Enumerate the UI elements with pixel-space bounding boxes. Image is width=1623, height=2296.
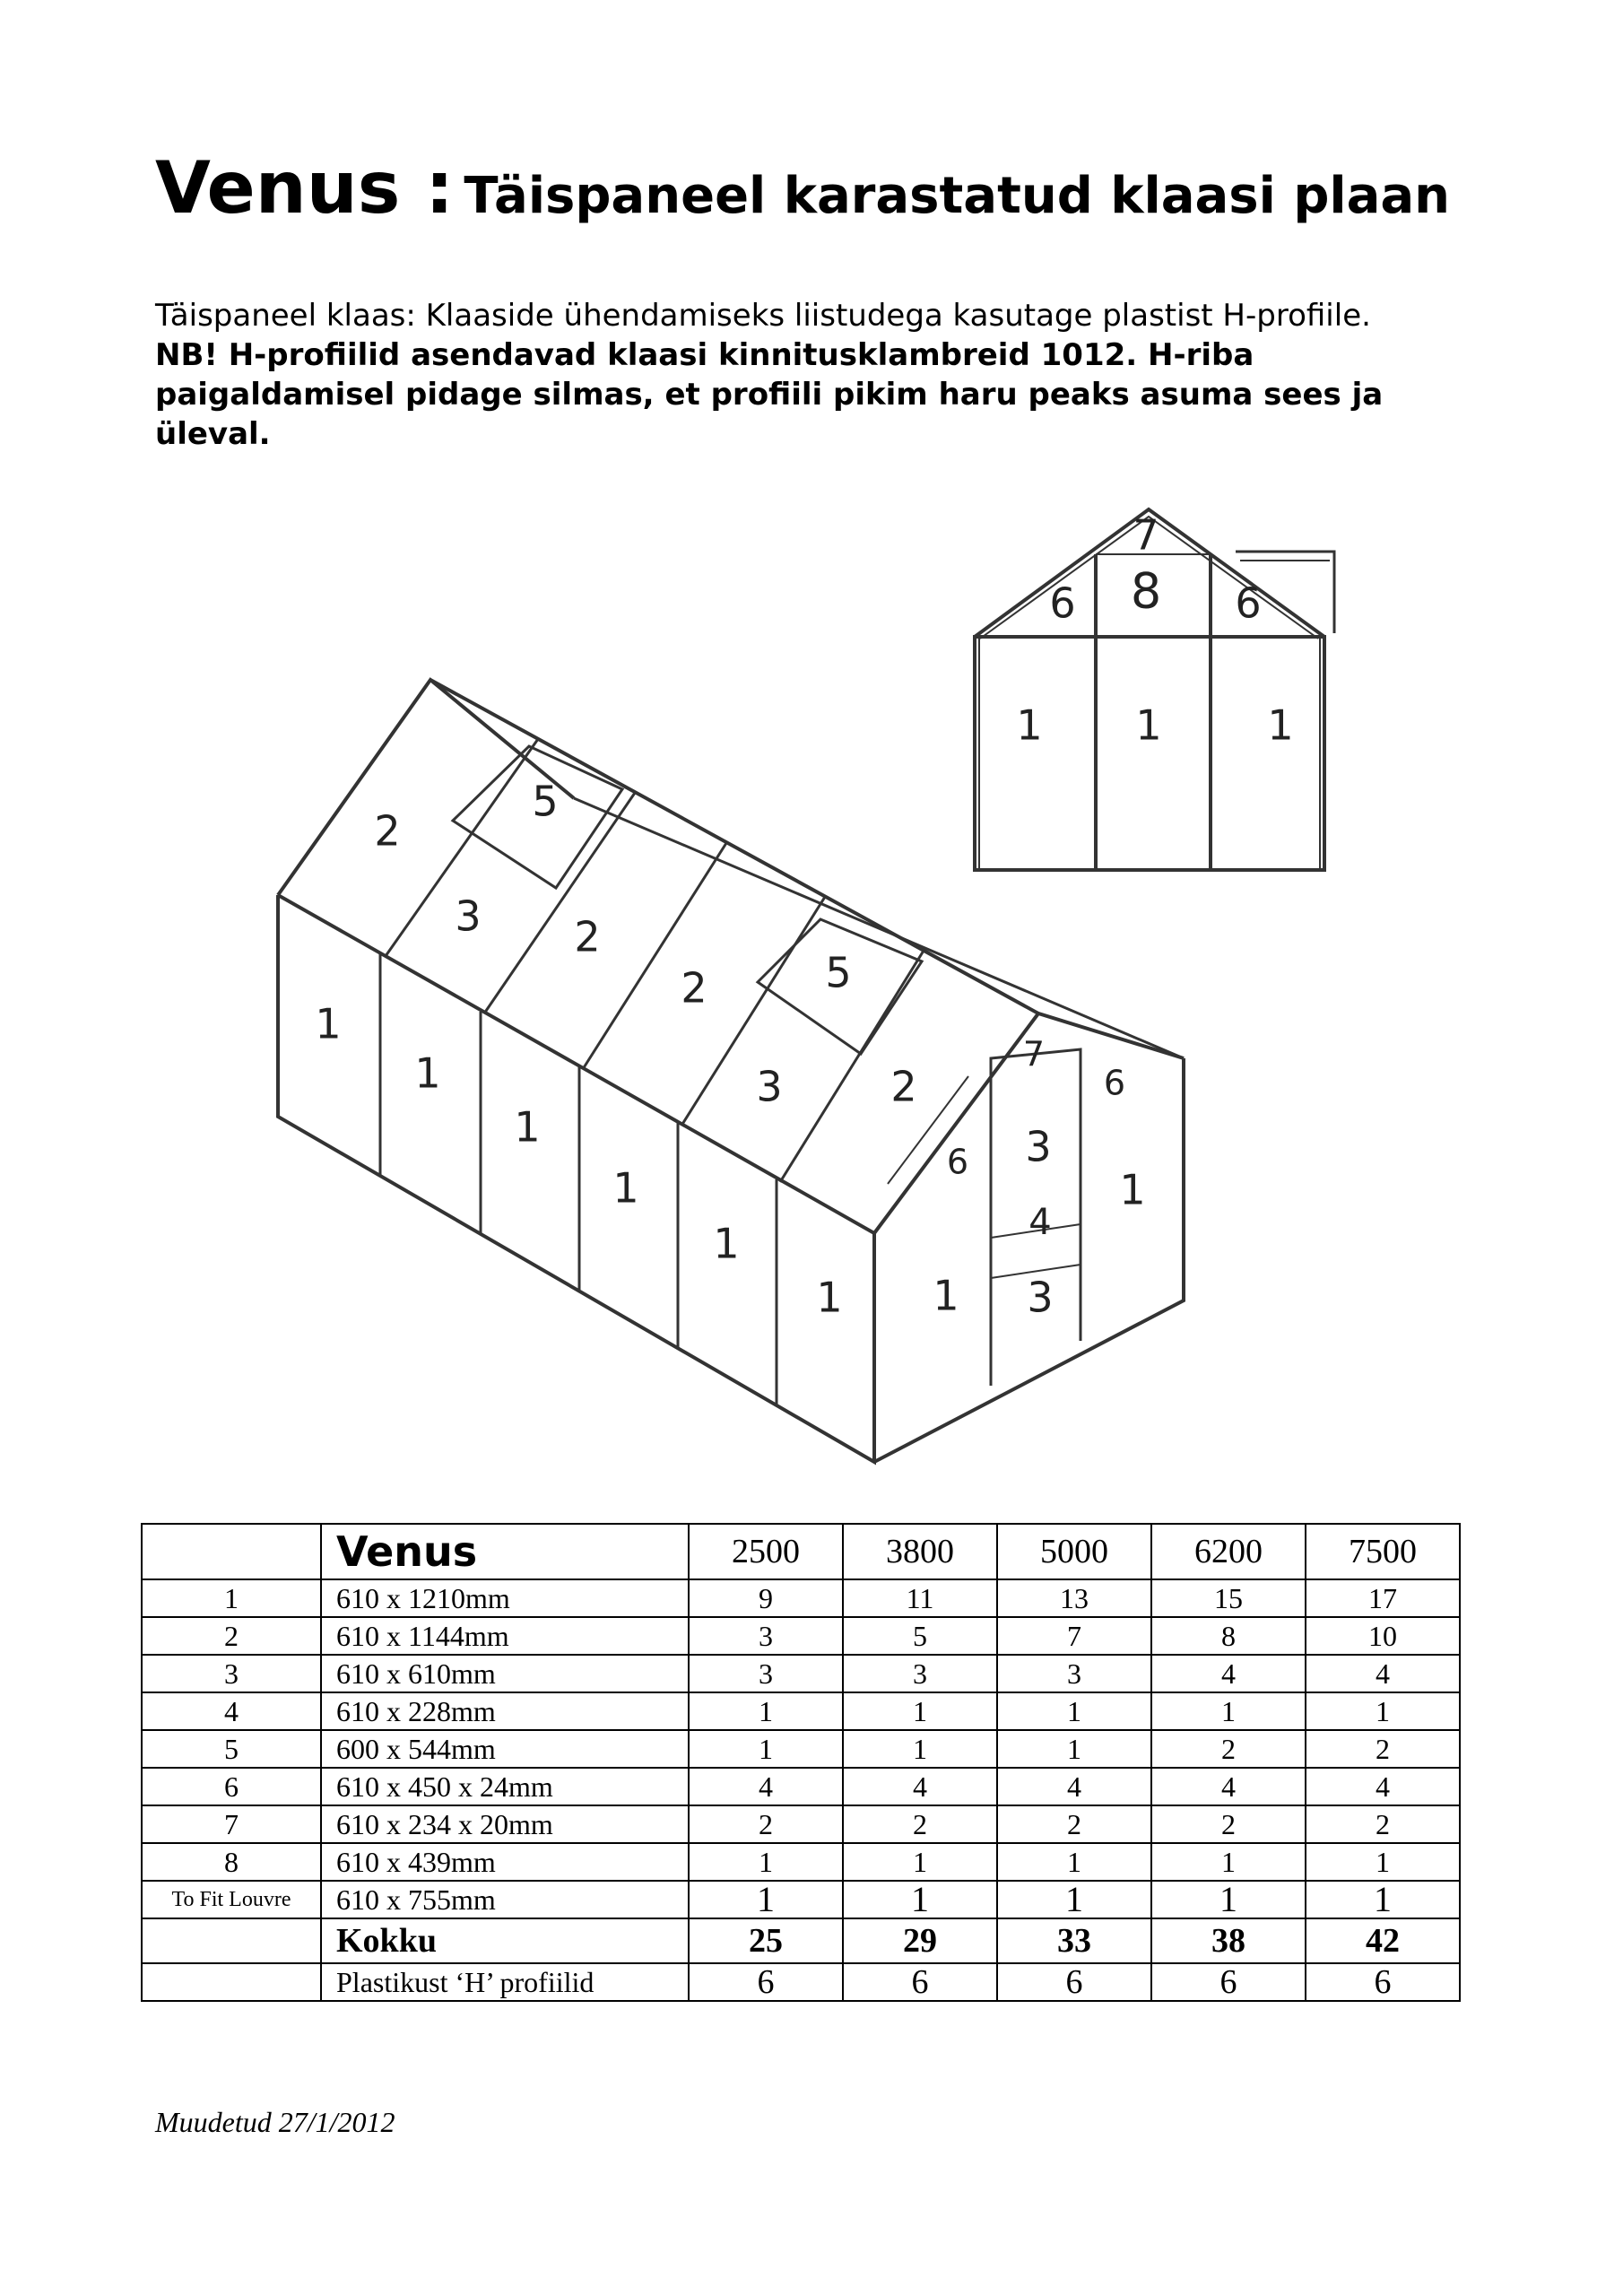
table-row	[142, 1655, 1460, 1692]
iso-label: 4	[1028, 1202, 1052, 1243]
row-count: 2	[689, 1805, 843, 1843]
table-row	[142, 1579, 1460, 1617]
total-key-cell	[142, 1918, 321, 1963]
row-count: 1	[689, 1730, 843, 1768]
front-label: 6	[1049, 578, 1076, 628]
row-key: 4	[142, 1692, 321, 1730]
iso-label: 3	[756, 1062, 783, 1111]
row-count: 4	[689, 1768, 843, 1805]
row-count: 4	[1306, 1655, 1460, 1692]
model-header: 2500	[689, 1524, 843, 1579]
row-count: 4	[997, 1768, 1151, 1805]
iso-label: 1	[514, 1102, 541, 1152]
h-profile-row	[142, 1963, 1460, 2001]
total-count: 25	[689, 1918, 843, 1963]
row-key: 8	[142, 1843, 321, 1881]
row-count: 3	[689, 1655, 843, 1692]
row-count: 1	[997, 1881, 1151, 1918]
table-header-row	[142, 1524, 1460, 1579]
row-key: 1	[142, 1579, 321, 1617]
iso-label: 3	[455, 891, 482, 941]
front-label: 1	[1135, 700, 1162, 750]
row-count: 5	[843, 1617, 997, 1655]
h-profile-count: 6	[997, 1963, 1151, 2001]
row-size: 610 x 755mm	[321, 1881, 689, 1918]
model-header: 7500	[1306, 1524, 1460, 1579]
total-count: 33	[997, 1918, 1151, 1963]
row-count: 2	[1151, 1730, 1306, 1768]
row-count: 1	[843, 1843, 997, 1881]
row-count: 1	[1306, 1881, 1460, 1918]
intro-line: Täispaneel klaas: Klaaside ühendamiseks liistudega kasutage plastist H-profiile.	[155, 298, 1371, 334]
table-brand: Venus	[321, 1524, 689, 1579]
total-count: 29	[843, 1918, 997, 1963]
h-profile-count: 6	[689, 1963, 843, 2001]
iso-label: 2	[574, 912, 601, 961]
model-header: 5000	[997, 1524, 1151, 1579]
row-count: 1	[843, 1730, 997, 1768]
iso-label: 1	[816, 1273, 843, 1322]
h-profile-key-cell	[142, 1963, 321, 2001]
total-count: 42	[1306, 1918, 1460, 1963]
title-main: Venus :	[155, 146, 455, 230]
row-count: 2	[997, 1805, 1151, 1843]
table-row	[142, 1692, 1460, 1730]
row-count: 1	[997, 1843, 1151, 1881]
iso-label: 6	[946, 1142, 969, 1182]
row-size: 610 x 439mm	[321, 1843, 689, 1881]
row-size: 610 x 234 x 20mm	[321, 1805, 689, 1843]
row-key: 5	[142, 1730, 321, 1768]
h-profile-count: 6	[843, 1963, 997, 2001]
iso-label: 1	[315, 999, 342, 1048]
row-count: 4	[1151, 1655, 1306, 1692]
row-key: 6	[142, 1768, 321, 1805]
h-profile-count: 6	[1306, 1963, 1460, 2001]
row-key: 2	[142, 1617, 321, 1655]
row-count: 8	[1151, 1617, 1306, 1655]
row-size: 610 x 228mm	[321, 1692, 689, 1730]
row-count: 1	[997, 1692, 1151, 1730]
total-count: 38	[1151, 1918, 1306, 1963]
row-count: 13	[997, 1579, 1151, 1617]
row-count: 15	[1151, 1579, 1306, 1617]
row-count: 1	[1306, 1692, 1460, 1730]
row-count: 7	[997, 1617, 1151, 1655]
table-row	[142, 1881, 1460, 1918]
row-count: 1	[1151, 1692, 1306, 1730]
row-key: 3	[142, 1655, 321, 1692]
iso-label: 2	[374, 806, 401, 856]
row-count: 1	[689, 1881, 843, 1918]
model-header: 6200	[1151, 1524, 1306, 1579]
row-count: 17	[1306, 1579, 1460, 1617]
front-label: 6	[1235, 578, 1262, 628]
iso-label: 5	[532, 777, 559, 826]
iso-label: 1	[933, 1271, 959, 1320]
iso-label: 3	[1027, 1273, 1054, 1322]
row-count: 3	[843, 1655, 997, 1692]
table-row	[142, 1805, 1460, 1843]
iso-label: 5	[825, 948, 852, 997]
iso-label: 2	[681, 963, 707, 1013]
row-size: 610 x 1210mm	[321, 1579, 689, 1617]
row-size: 610 x 1144mm	[321, 1617, 689, 1655]
h-profile-count: 6	[1151, 1963, 1306, 2001]
row-count: 9	[689, 1579, 843, 1617]
iso-label: 6	[1103, 1063, 1126, 1103]
front-label: 7	[1133, 510, 1159, 560]
row-count: 2	[843, 1805, 997, 1843]
row-count: 1	[1151, 1843, 1306, 1881]
iso-label: 1	[1119, 1165, 1146, 1214]
row-count: 1	[689, 1843, 843, 1881]
iso-label: 2	[890, 1062, 917, 1111]
row-key: 7	[142, 1805, 321, 1843]
table-row	[142, 1768, 1460, 1805]
row-count: 2	[1306, 1730, 1460, 1768]
row-count: 1	[997, 1730, 1151, 1768]
row-count: 2	[1306, 1805, 1460, 1843]
row-count: 3	[689, 1617, 843, 1655]
row-count: 4	[1151, 1768, 1306, 1805]
row-key: To Fit Louvre	[142, 1881, 321, 1918]
glass-plan-table	[141, 1523, 1461, 2002]
row-count: 1	[1306, 1843, 1460, 1881]
row-count: 4	[843, 1768, 997, 1805]
iso-label: 1	[713, 1219, 740, 1268]
iso-label: 3	[1025, 1122, 1052, 1171]
row-count: 4	[1306, 1768, 1460, 1805]
front-label: 1	[1267, 700, 1294, 750]
title-sub: Täispaneel karastatud klaasi plaan	[464, 167, 1451, 225]
iso-label: 1	[414, 1048, 441, 1098]
row-size: 610 x 610mm	[321, 1655, 689, 1692]
table-corner-cell	[142, 1524, 321, 1579]
total-label: Kokku	[321, 1918, 689, 1963]
table-row	[142, 1617, 1460, 1655]
h-profile-label: Plastikust ‘H’ profiilid	[321, 1963, 689, 2001]
row-count: 10	[1306, 1617, 1460, 1655]
iso-label: 7	[1022, 1034, 1046, 1074]
front-label: 8	[1130, 562, 1162, 620]
row-size: 600 x 544mm	[321, 1730, 689, 1768]
row-count: 1	[843, 1881, 997, 1918]
row-size: 610 x 450 x 24mm	[321, 1768, 689, 1805]
row-count: 1	[689, 1692, 843, 1730]
row-count: 11	[843, 1579, 997, 1617]
row-count: 1	[1151, 1881, 1306, 1918]
revision-date: Muudetud 27/1/2012	[155, 2106, 395, 2138]
intro-note: NB! H-profiilid asendavad klaasi kinnitusklambreid 1012. H-riba paigaldamisel pidage silmas, et profiili pikim haru peaks asuma sees ja üleval.	[155, 337, 1384, 452]
table-row	[142, 1843, 1460, 1881]
front-label: 1	[1016, 700, 1043, 750]
table-row	[142, 1730, 1460, 1768]
iso-label: 1	[612, 1163, 639, 1213]
row-count: 3	[997, 1655, 1151, 1692]
total-row	[142, 1918, 1460, 1963]
model-header: 3800	[843, 1524, 997, 1579]
row-count: 1	[843, 1692, 997, 1730]
row-count: 2	[1151, 1805, 1306, 1843]
